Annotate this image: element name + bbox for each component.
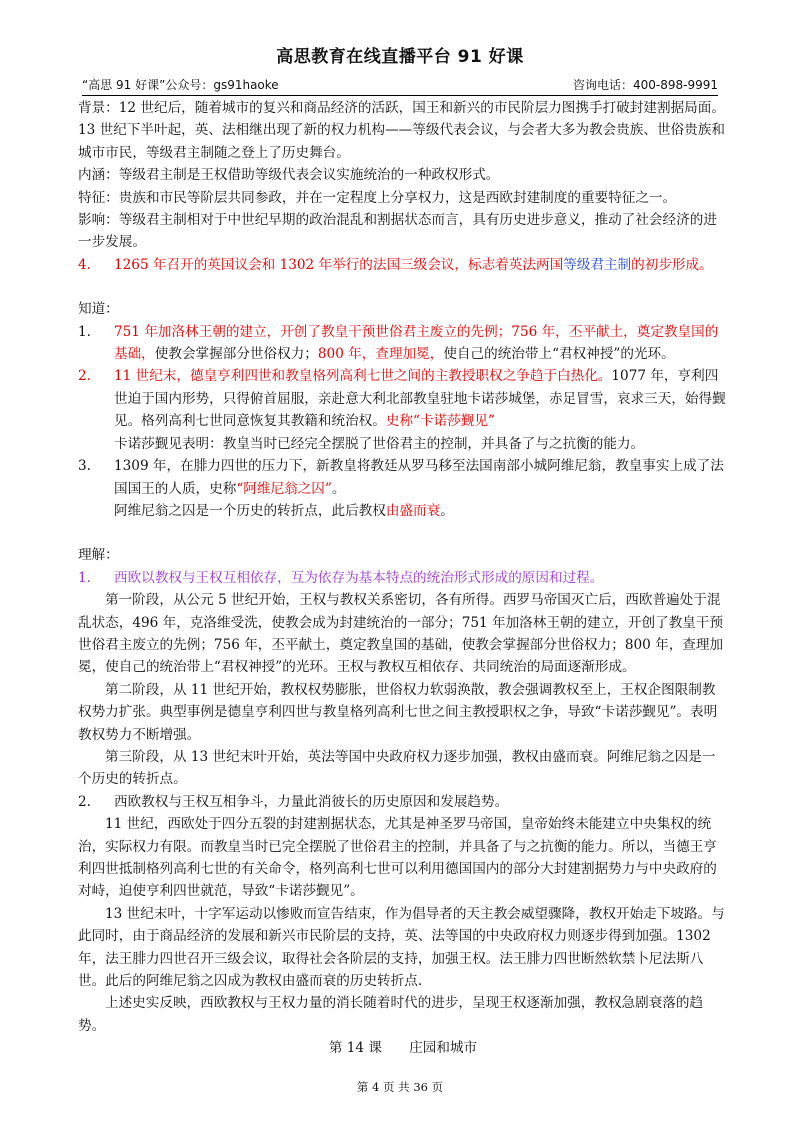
emphasis-text: 11 世纪末，德皇亨利四世和教皇格列高利七世之间的主教授职权之争趋于白热化。	[114, 368, 612, 385]
section-heading-lijie: 理解：	[78, 547, 119, 564]
para-feature: 特征：贵族和市民等阶层共同参政，并在一定程度上分享权力，这是西欧封建制度的重要特征之一。	[78, 189, 677, 206]
header-wechat: “高思 91 好课”公众号：gs91haoke	[82, 78, 279, 92]
emphasis-text: 800 年，查理加冕，	[317, 346, 444, 363]
list-item-1: 1. 751 年加洛林王朝的建立，开创了教皇干预世俗君主废立的先例；756 年，丕平献土，奠定教皇国的基础，使教会掌握部分世俗权力；800 年，查理加冕，使自己的统治带上“君权神授”的光环。	[78, 321, 728, 366]
item-number: 2.	[78, 793, 91, 810]
header-phone: 咨询电话：400-898-9991	[572, 78, 718, 92]
note-canossa: 卡诺莎觐见表明：教皇当时已经完全摆脱了世俗君主的控制，并具备了与之抗衡的能力。	[114, 435, 645, 452]
lesson-title: 第 14 课 庄园和城市	[328, 1040, 478, 1057]
document-body	[78, 97, 728, 1060]
answer-paragraph: 第二阶段，从 11 世纪开始，教权权势膨胀，世俗权力软弱涣散，教会强调教权至上，王权企图限制教权势力扩张。典型事例是德皇亨利四世与教皇格列高利七世之间主教授职权之争，导致“卡诺莎觐见”。表明教权势力不断增强。	[78, 681, 718, 743]
question-2: 2. 西欧教权与王权互相争斗，力量此消彼长的历史原因和发展趋势。	[78, 791, 728, 813]
emphasis-text: 1265 年召开的英国议会和 1302 年举行的法国三级会议，标志着英法两国	[114, 256, 564, 273]
item-number: 3.	[78, 458, 91, 475]
para-influence: 影响：等级君主制相对于中世纪早期的政治混乱和割据状态而言，具有历史进步意义，推动了社会经济的进一步发展。	[78, 212, 717, 251]
para-connotation: 内涵：等级君主制是王权借助等级代表会议实施统治的一种政权形式。	[78, 167, 500, 184]
answer-paragraph: 第一阶段，从公元 5 世纪开始，王权与教权关系密切，各有所得。西罗马帝国灭亡后，西欧普遍处于混乱状态，496 年，克洛维受洗，使教会成为封建统治的一部分；751 年加洛林王朝的建立，开创了教皇干预世俗君主废立的先例；756 年，丕平献土，奠定教皇国的基础，使教会掌握部分世俗权力；800 年，查理加冕，使自己的统治带上“君权神授”的光环。王权与教权互相依存、共同统治的局面逐渐形成。	[78, 592, 724, 676]
page-footer: 第 4 页 共 36 页	[356, 1080, 444, 1094]
answer-paragraph: 11 世纪，西欧处于四分五裂的封建割据状态，尤其是神圣罗马帝国，皇帝始终未能建立中央集权的统治，实际权力有限。而教皇当时已完全摆脱了世俗君主的控制，并具备了与之抗衡的能力。所以，当德王亨利四世抵制格列高利七世的有关命令，格列高利七世可以利用德国国内的部分大封建割据势力与中央政府的对峙，迫使亨利四世就范，导致“卡诺莎觐见”。	[78, 816, 717, 900]
header-subline	[82, 76, 718, 96]
list-item-3: 3. 1309 年，在腓力四世的压力下，新教皇将教廷从罗马移至法国南部小城阿维尼翁，教皇事实上成了法国国王的人质，史称“阿维尼翁之囚”。	[78, 455, 728, 500]
para-background: 背景：12 世纪后，随着城市的复兴和商品经济的活跃，国王和新兴的市民阶层力图携手打破封建割据局面。13 世纪下半叶起，英、法相继出现了新的权力机构——等级代表会议，与会者大多为教会贵族、世俗贵族和城市市民，等级君主制随之登上了历史舞台。	[78, 100, 725, 161]
emphasis-text: 751 年加洛林王朝的建立，开创了教皇干预世俗君主废立的先例；756 年，丕平献土，奠定教皇国的基础，	[114, 323, 719, 363]
header-title: 高思教育在线直播平台 91 好课	[276, 47, 524, 67]
answer-paragraph: 第三阶段，从 13 世纪末叶开始，英法等国中央政府权力逐步加强，教权由盛而衰。阿维尼翁之囚是一个历史的转折点。	[78, 748, 716, 788]
emphasis-text: “阿维尼翁之囚”	[236, 480, 332, 497]
answer-paragraph: 13 世纪末叶，十字军运动以惨败而宣告结束，作为倡导者的天主教会威望骤降，教权开始走下坡路。与此同时，由于商品经济的发展和新兴市民阶层的支持，英、法等国的中央政府权力则逐步得到加强。1302 年，法王腓力四世召开三级会议，取得社会各阶层的支持，加强王权。法王腓力四世断然软禁卜尼法斯八世。此后的阿维尼翁之囚成为教权由盛而衰的历史转折点.	[78, 905, 725, 990]
list-item-2: 2. 11 世纪末，德皇亨利四世和教皇格列高利七世之间的主教授职权之争趋于白热化。1077 年，亨利四世迫于国内形势，只得俯首屈服，亲赴意大利北部教皇驻地卡诺莎城堡，赤足冒雪，哀求三天，始得觐见。格列高利七世同意恢复其教籍和统治权。史称“卡诺莎觐见”	[78, 365, 728, 432]
question-1: 1. 西欧以教权与王权互相依存，互为依存为基本特点的统治形式形成的原因和过程。	[78, 567, 728, 589]
item-number: 1.	[78, 323, 91, 340]
emphasis-text: 史称“卡诺莎觐见”	[385, 413, 495, 430]
emphasis-term: 等级君主制	[563, 256, 632, 273]
section-heading-zhidao: 知道：	[78, 301, 119, 318]
emphasis-text: 由盛而衰	[385, 502, 441, 519]
item-number: 4.	[78, 256, 91, 273]
answer-paragraph: 上述史实反映，西欧教权与王权力量的消长随着时代的进步，呈现王权逐渐加强，教权急剧衰落的趋势。	[78, 995, 704, 1034]
item-number: 1.	[78, 569, 91, 586]
note-avignon: 阿维尼翁之囚是一个历史的转折点，此后教权由盛而衰。	[114, 502, 454, 519]
item-number: 2.	[78, 368, 91, 385]
list-item-4	[78, 254, 728, 276]
emphasis-text: 的初步形成。	[631, 256, 713, 273]
